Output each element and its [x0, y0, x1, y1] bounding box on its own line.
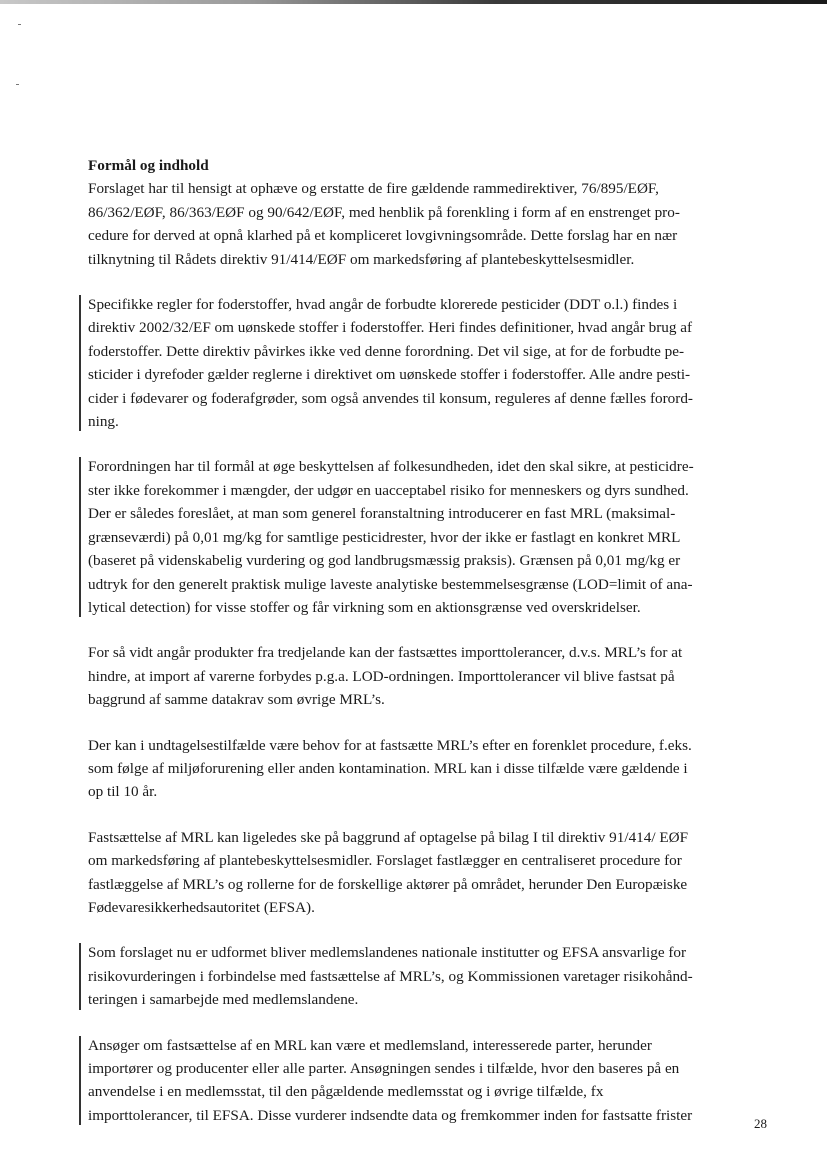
- text-line: lytical detection) for visse stoffer og får virkning som en aktionsgrænse ved overskridelser.: [88, 598, 641, 616]
- body-text: [88, 177, 760, 1127]
- text-line: importører og producenter eller alle parter. Ansøgningen sendes i tilfælde, hvor den baseres på en: [88, 1060, 680, 1077]
- revision-bar: [79, 457, 81, 617]
- page-number: 28: [754, 1116, 767, 1131]
- text-line: ning.: [88, 413, 119, 431]
- text-line: om markedsføring af plantebeskyttelsesmidler. Forslaget fastlægger en centraliseret procedure for: [88, 852, 682, 870]
- text-line: teringen i samarbejde med medlemslandene.: [88, 991, 359, 1009]
- text-line: sticider i dyrefoder gælder reglerne i direktivet om uønskede stoffer i foderstoffer. Alle andre pesti-: [88, 366, 691, 384]
- text-line: importtolerancer, til EFSA. Disse vurderer indsendte data og fremkommer inden for fastsatte frister: [88, 1106, 693, 1124]
- text-line: fastlæggelse af MRL’s og rollerne for de forskellige aktører på området, herunder Den Europæiske: [88, 875, 688, 893]
- text-line: risikovurderingen i forbindelse med fastsættelse af MRL’s, og Kommissionen varetager risikohånd-: [88, 967, 693, 985]
- text-line: Fødevaresikkerhedsautoritet (EFSA).: [88, 898, 315, 916]
- paragraph-gap: [88, 712, 760, 734]
- section-heading: Formål og indhold: [88, 157, 209, 174]
- text-line: Fastsættelse af MRL kan ligeledes ske på baggrund af optagelse på bilag I til direktiv 91/414/ EØF: [88, 828, 689, 846]
- text-line: cider i fødevarer og foderafgrøder, som også anvendes til konsum, reguleres af denne fælles forord-: [88, 389, 693, 407]
- paragraph: [88, 177, 760, 271]
- scan-top-edge: [0, 0, 827, 4]
- revision-bar: [79, 295, 81, 431]
- paragraph-gap: [88, 1012, 760, 1034]
- text-line: anvendelse i en medlemsstat, til den pågældende medlemsstat og i øvrige tilfælde, fx: [88, 1083, 604, 1101]
- revision-bar: [79, 1036, 81, 1126]
- text-line: Forordningen har til formål at øge beskyttelsen af folkesundheden, idet den skal sikre, at pesticidre-: [88, 458, 694, 476]
- paragraph: [88, 826, 760, 920]
- text-line: tilknytning til Rådets direktiv 91/414/EØF om markedsføring af plantebeskyttelsesmidler.: [88, 250, 635, 268]
- text-line: Som forslaget nu er udformet bliver medlemslandenes nationale institutter og EFSA ansvarlige for: [88, 944, 687, 962]
- paragraph-gap: [88, 919, 760, 941]
- paragraph-gap: [88, 804, 760, 826]
- paragraph: [88, 293, 760, 433]
- text-line: Der er således foreslået, at man som generel foranstaltning introducerer en fast MRL (maksimal-: [88, 505, 676, 523]
- text-line: grænseværdi) på 0,01 mg/kg for samtlige pesticidrester, hvor der ikke er fastlagt en konkret MRL: [88, 528, 681, 546]
- text-line: ster ikke forekommer i mængder, der udgør en uacceptabel risiko for menneskers og dyrs sundhed.: [88, 481, 689, 499]
- text-line: som følge af miljøforurening eller anden kontamination. MRL kan i disse tilfælde være gældende i: [88, 759, 688, 777]
- text-line: For så vidt angår produkter fra tredjelande kan der fastsættes importtolerancer, d.v.s. MRL’s for at: [88, 644, 683, 662]
- paragraph: [88, 455, 760, 619]
- text-line: Ansøger om fastsættelse af en MRL kan være et medlemsland, interesserede parter, herunder: [88, 1036, 652, 1054]
- paragraph: [88, 641, 760, 711]
- text-line: udtryk for den generelt praktisk mulige laveste analytiske bestemmelsesgrænse (LOD=limit of ana-: [88, 575, 693, 593]
- text-line: foderstoffer. Dette direktiv påvirkes ikke ved denne forordning. Det vil sige, at for de forbudte pe-: [88, 342, 685, 360]
- text-line: direktiv 2002/32/EF om uønskede stoffer i foderstoffer. Heri findes definitioner, hvad angår brug af: [88, 319, 693, 337]
- paragraph: [88, 734, 760, 804]
- text-line: Der kan i undtagelsestilfælde være behov for at fastsætte MRL’s efter en forenklet procedure, f.eks.: [88, 736, 692, 754]
- text-line: Specifikke regler for foderstoffer, hvad angår de forbudte klorerede pesticider (DDT o.l.) findes i: [88, 296, 678, 314]
- paragraph: [88, 1034, 760, 1128]
- text-line: op til 10 år.: [88, 783, 158, 801]
- paragraph: [88, 941, 760, 1011]
- text-line: Forslaget har til hensigt at ophæve og erstatte de fire gældende rammedirektiver, 76/895/EØF,: [88, 180, 659, 198]
- scan-speck: [18, 24, 21, 25]
- text-line: cedure for derved at opnå klarhed på et kompliceret lovgivningsområde. Dette forslag har en nær: [88, 227, 678, 245]
- text-line: (baseret på videnskabelig vurdering og god landbrugsmæssig praksis). Grænsen på 0,01 mg/kg er: [88, 552, 681, 570]
- document-page: [88, 154, 760, 1127]
- scan-speck: [16, 84, 19, 85]
- revision-bar: [79, 943, 81, 1009]
- text-line: baggrund af samme datakrav som øvrige MRL’s.: [88, 691, 385, 709]
- text-line: hindre, at import af varerne forbydes p.g.a. LOD-ordningen. Importtolerancer vil blive fastsat på: [88, 667, 675, 685]
- paragraph-gap: [88, 433, 760, 455]
- paragraph-gap: [88, 619, 760, 641]
- text-line: 86/362/EØF, 86/363/EØF og 90/642/EØF, med henblik på forenkling i form af en enstrenget pro-: [88, 203, 680, 221]
- paragraph-gap: [88, 271, 760, 293]
